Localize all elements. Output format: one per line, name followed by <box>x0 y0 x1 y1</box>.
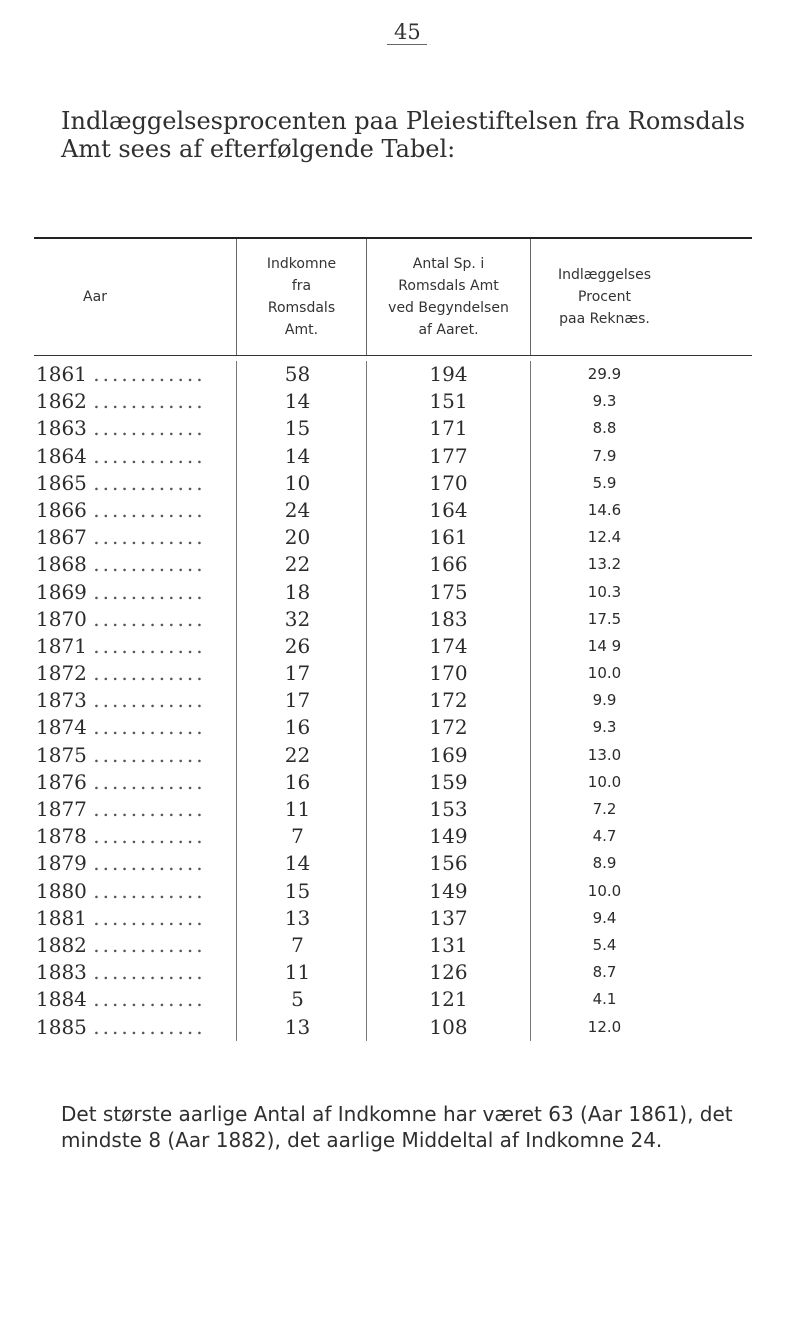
procent-cell: 9.3 <box>530 714 678 741</box>
year-cell <box>34 497 236 524</box>
procent-cell: 13.0 <box>530 742 678 769</box>
dot-leader: ............ <box>93 389 206 414</box>
table-row <box>34 1014 752 1041</box>
year-value: 1865 <box>36 470 87 495</box>
year-value: 1866 <box>36 497 87 522</box>
dot-leader: ............ <box>93 552 206 577</box>
year-value: 1878 <box>36 824 87 849</box>
table-row <box>34 388 752 415</box>
antal-cell: 172 <box>366 687 530 714</box>
indkomne-cell: 7 <box>236 823 366 850</box>
table-row <box>34 687 752 714</box>
procent-cell: 8.7 <box>530 959 678 986</box>
indkomne-cell: 16 <box>236 714 366 741</box>
procent-cell: 9.9 <box>530 687 678 714</box>
procent-cell: 10.0 <box>530 660 678 687</box>
dot-leader: ............ <box>93 742 206 767</box>
table-row <box>34 606 752 633</box>
antal-cell: 172 <box>366 714 530 741</box>
procent-cell: 5.4 <box>530 932 678 959</box>
indkomne-cell: 26 <box>236 633 366 660</box>
procent-cell: 9.3 <box>530 388 678 415</box>
dot-leader: ............ <box>93 688 206 713</box>
dot-leader: ............ <box>93 443 206 468</box>
header-antal-line: ved Begyndelsen <box>388 300 509 316</box>
antal-cell: 149 <box>366 878 530 905</box>
dot-leader: ............ <box>93 661 206 686</box>
year-cell <box>34 470 236 497</box>
antal-cell: 194 <box>366 361 530 388</box>
year-cell <box>34 878 236 905</box>
year-value: 1861 <box>36 362 87 386</box>
header-antal-line: Romsdals Amt <box>398 278 499 294</box>
header-indkomne-line: Amt. <box>284 322 319 338</box>
indkomne-cell: 7 <box>236 932 366 959</box>
procent-cell: 12.4 <box>530 524 678 551</box>
indkomne-cell: 14 <box>236 388 366 415</box>
page-number: 45 <box>394 20 421 44</box>
table-row <box>34 742 752 769</box>
indkomne-cell: 22 <box>236 551 366 578</box>
dot-leader: ............ <box>93 797 206 821</box>
antal-cell: 153 <box>366 796 530 823</box>
dot-leader: ............ <box>93 905 206 930</box>
year-value: 1873 <box>36 688 87 713</box>
antal-cell: 175 <box>366 579 530 606</box>
year-value: 1884 <box>36 987 87 1012</box>
table-row <box>34 959 752 986</box>
indkomne-cell: 32 <box>236 606 366 633</box>
year-value: 1875 <box>36 742 87 767</box>
indkomne-cell: 15 <box>236 878 366 905</box>
antal-cell: 183 <box>366 606 530 633</box>
year-cell <box>34 823 236 850</box>
indkomne-cell: 10 <box>236 470 366 497</box>
antal-cell: 174 <box>366 633 530 660</box>
indkomne-cell: 15 <box>236 415 366 442</box>
data-table <box>34 237 752 1041</box>
indkomne-cell: 5 <box>236 986 366 1013</box>
table-row <box>34 579 752 606</box>
dot-leader: ............ <box>93 606 206 631</box>
procent-cell: 5.9 <box>530 470 678 497</box>
procent-cell: 29.9 <box>530 361 678 388</box>
table-row <box>34 633 752 660</box>
table-header-row <box>34 239 752 356</box>
header-indkomne-line: fra <box>291 278 312 294</box>
header-antal <box>366 239 530 355</box>
year-value: 1872 <box>36 661 87 686</box>
header-aar <box>34 239 236 355</box>
header-procent-line: Indlæggelses <box>557 267 651 283</box>
year-value: 1879 <box>36 851 87 876</box>
header-antal-line: af Aaret. <box>418 322 479 338</box>
year-value: 1863 <box>36 416 87 441</box>
header-antal-line: Antal Sp. i <box>412 256 485 272</box>
year-value: 1862 <box>36 389 87 414</box>
antal-cell: 169 <box>366 742 530 769</box>
year-cell <box>34 850 236 877</box>
procent-cell: 8.9 <box>530 850 678 877</box>
header-indkomne-line: Romsdals <box>267 300 336 316</box>
indkomne-cell: 11 <box>236 959 366 986</box>
dot-leader: ............ <box>93 1014 206 1039</box>
table-row <box>34 443 752 470</box>
year-value: 1874 <box>36 715 87 740</box>
header-procent <box>530 239 678 355</box>
procent-cell: 7.2 <box>530 796 678 823</box>
year-cell <box>34 551 236 578</box>
antal-cell: 156 <box>366 850 530 877</box>
indkomne-cell: 13 <box>236 905 366 932</box>
antal-cell: 149 <box>366 823 530 850</box>
table-body <box>34 356 752 1041</box>
antal-cell: 151 <box>366 388 530 415</box>
dot-leader: ............ <box>93 470 206 495</box>
procent-cell: 10.3 <box>530 579 678 606</box>
dot-leader: ............ <box>93 525 206 550</box>
year-cell <box>34 932 236 959</box>
table-row <box>34 769 752 796</box>
procent-cell: 7.9 <box>530 443 678 470</box>
antal-cell: 164 <box>366 497 530 524</box>
year-cell <box>34 606 236 633</box>
antal-cell: 161 <box>366 524 530 551</box>
indkomne-cell: 14 <box>236 850 366 877</box>
procent-cell: 12.0 <box>530 1014 678 1041</box>
procent-cell: 14 9 <box>530 633 678 660</box>
procent-cell: 10.0 <box>530 769 678 796</box>
antal-cell: 177 <box>366 443 530 470</box>
antal-cell: 131 <box>366 932 530 959</box>
year-cell <box>34 579 236 606</box>
table-row <box>34 524 752 551</box>
year-value: 1883 <box>36 960 87 985</box>
year-value: 1868 <box>36 552 87 577</box>
antal-cell: 121 <box>366 986 530 1013</box>
table-row <box>34 850 752 877</box>
intro-paragraph: Indlæggelsesprocenten paa Pleiestiftelsen fra Romsdals Amt sees af efterfølgende Tabel: <box>61 107 746 163</box>
page-number-underline <box>387 44 427 45</box>
table-row <box>34 660 752 687</box>
year-value: 1881 <box>36 905 87 930</box>
dot-leader: ............ <box>93 497 206 522</box>
table-row <box>34 361 752 388</box>
procent-cell: 9.4 <box>530 905 678 932</box>
year-cell <box>34 986 236 1013</box>
table-row <box>34 497 752 524</box>
dot-leader: ............ <box>93 932 206 957</box>
table-row <box>34 905 752 932</box>
year-cell <box>34 796 236 823</box>
year-cell <box>34 687 236 714</box>
year-cell <box>34 959 236 986</box>
procent-cell: 10.0 <box>530 878 678 905</box>
dot-leader: ............ <box>93 416 206 441</box>
year-value: 1882 <box>36 932 87 957</box>
year-value: 1880 <box>36 878 87 903</box>
year-value: 1869 <box>36 579 87 604</box>
indkomne-cell: 14 <box>236 443 366 470</box>
antal-cell: 170 <box>366 660 530 687</box>
indkomne-cell: 11 <box>236 796 366 823</box>
procent-cell: 8.8 <box>530 415 678 442</box>
year-cell <box>34 905 236 932</box>
year-cell <box>34 714 236 741</box>
antal-cell: 166 <box>366 551 530 578</box>
table-row <box>34 932 752 959</box>
year-value: 1870 <box>36 606 87 631</box>
dot-leader: ............ <box>93 633 206 658</box>
year-cell <box>34 388 236 415</box>
dot-leader: ............ <box>93 579 206 604</box>
table-row <box>34 796 752 823</box>
table-row <box>34 470 752 497</box>
table-row <box>34 714 752 741</box>
indkomne-cell: 13 <box>236 1014 366 1041</box>
year-value: 1864 <box>36 443 87 468</box>
year-cell <box>34 769 236 796</box>
dot-leader: ............ <box>93 715 206 740</box>
procent-cell: 14.6 <box>530 497 678 524</box>
antal-cell: 108 <box>366 1014 530 1041</box>
year-cell <box>34 415 236 442</box>
indkomne-cell: 20 <box>236 524 366 551</box>
year-cell <box>34 443 236 470</box>
year-value: 1867 <box>36 525 87 550</box>
procent-cell: 4.1 <box>530 986 678 1013</box>
year-value: 1876 <box>36 769 87 794</box>
dot-leader: ............ <box>93 851 206 876</box>
indkomne-cell: 17 <box>236 660 366 687</box>
dot-leader: ............ <box>93 362 206 386</box>
indkomne-cell: 22 <box>236 742 366 769</box>
year-value: 1877 <box>36 797 87 821</box>
year-cell <box>34 524 236 551</box>
year-cell <box>34 742 236 769</box>
procent-cell: 13.2 <box>530 551 678 578</box>
table-row <box>34 551 752 578</box>
header-procent-line: Procent <box>578 289 631 305</box>
antal-cell: 126 <box>366 959 530 986</box>
table-row <box>34 878 752 905</box>
year-value: 1871 <box>36 633 87 658</box>
year-cell <box>34 660 236 687</box>
header-indkomne <box>236 239 366 355</box>
dot-leader: ............ <box>93 769 206 794</box>
procent-cell: 17.5 <box>530 606 678 633</box>
header-indkomne-line: Indkomne <box>266 256 337 272</box>
antal-cell: 137 <box>366 905 530 932</box>
antal-cell: 159 <box>366 769 530 796</box>
indkomne-cell: 16 <box>236 769 366 796</box>
year-value: 1885 <box>36 1014 87 1039</box>
header-aar-label: Aar <box>83 289 107 305</box>
header-procent-line: paa Reknæs. <box>559 311 650 327</box>
outro-paragraph: Det største aarlige Antal af Indkomne har været 63 (Aar 1861), det mindste 8 (Aar 1882), det aarlige Middeltal af Indkomne 24. <box>61 1102 733 1152</box>
dot-leader: ............ <box>93 824 206 849</box>
dot-leader: ............ <box>93 960 206 985</box>
year-cell <box>34 361 236 388</box>
year-cell <box>34 633 236 660</box>
indkomne-cell: 18 <box>236 579 366 606</box>
indkomne-cell: 17 <box>236 687 366 714</box>
dot-leader: ............ <box>93 987 206 1012</box>
procent-cell: 4.7 <box>530 823 678 850</box>
dot-leader: ............ <box>93 878 206 903</box>
table-row <box>34 823 752 850</box>
indkomne-cell: 58 <box>236 361 366 388</box>
table-row <box>34 415 752 442</box>
antal-cell: 171 <box>366 415 530 442</box>
indkomne-cell: 24 <box>236 497 366 524</box>
year-cell <box>34 1014 236 1041</box>
antal-cell: 170 <box>366 470 530 497</box>
table-row <box>34 986 752 1013</box>
